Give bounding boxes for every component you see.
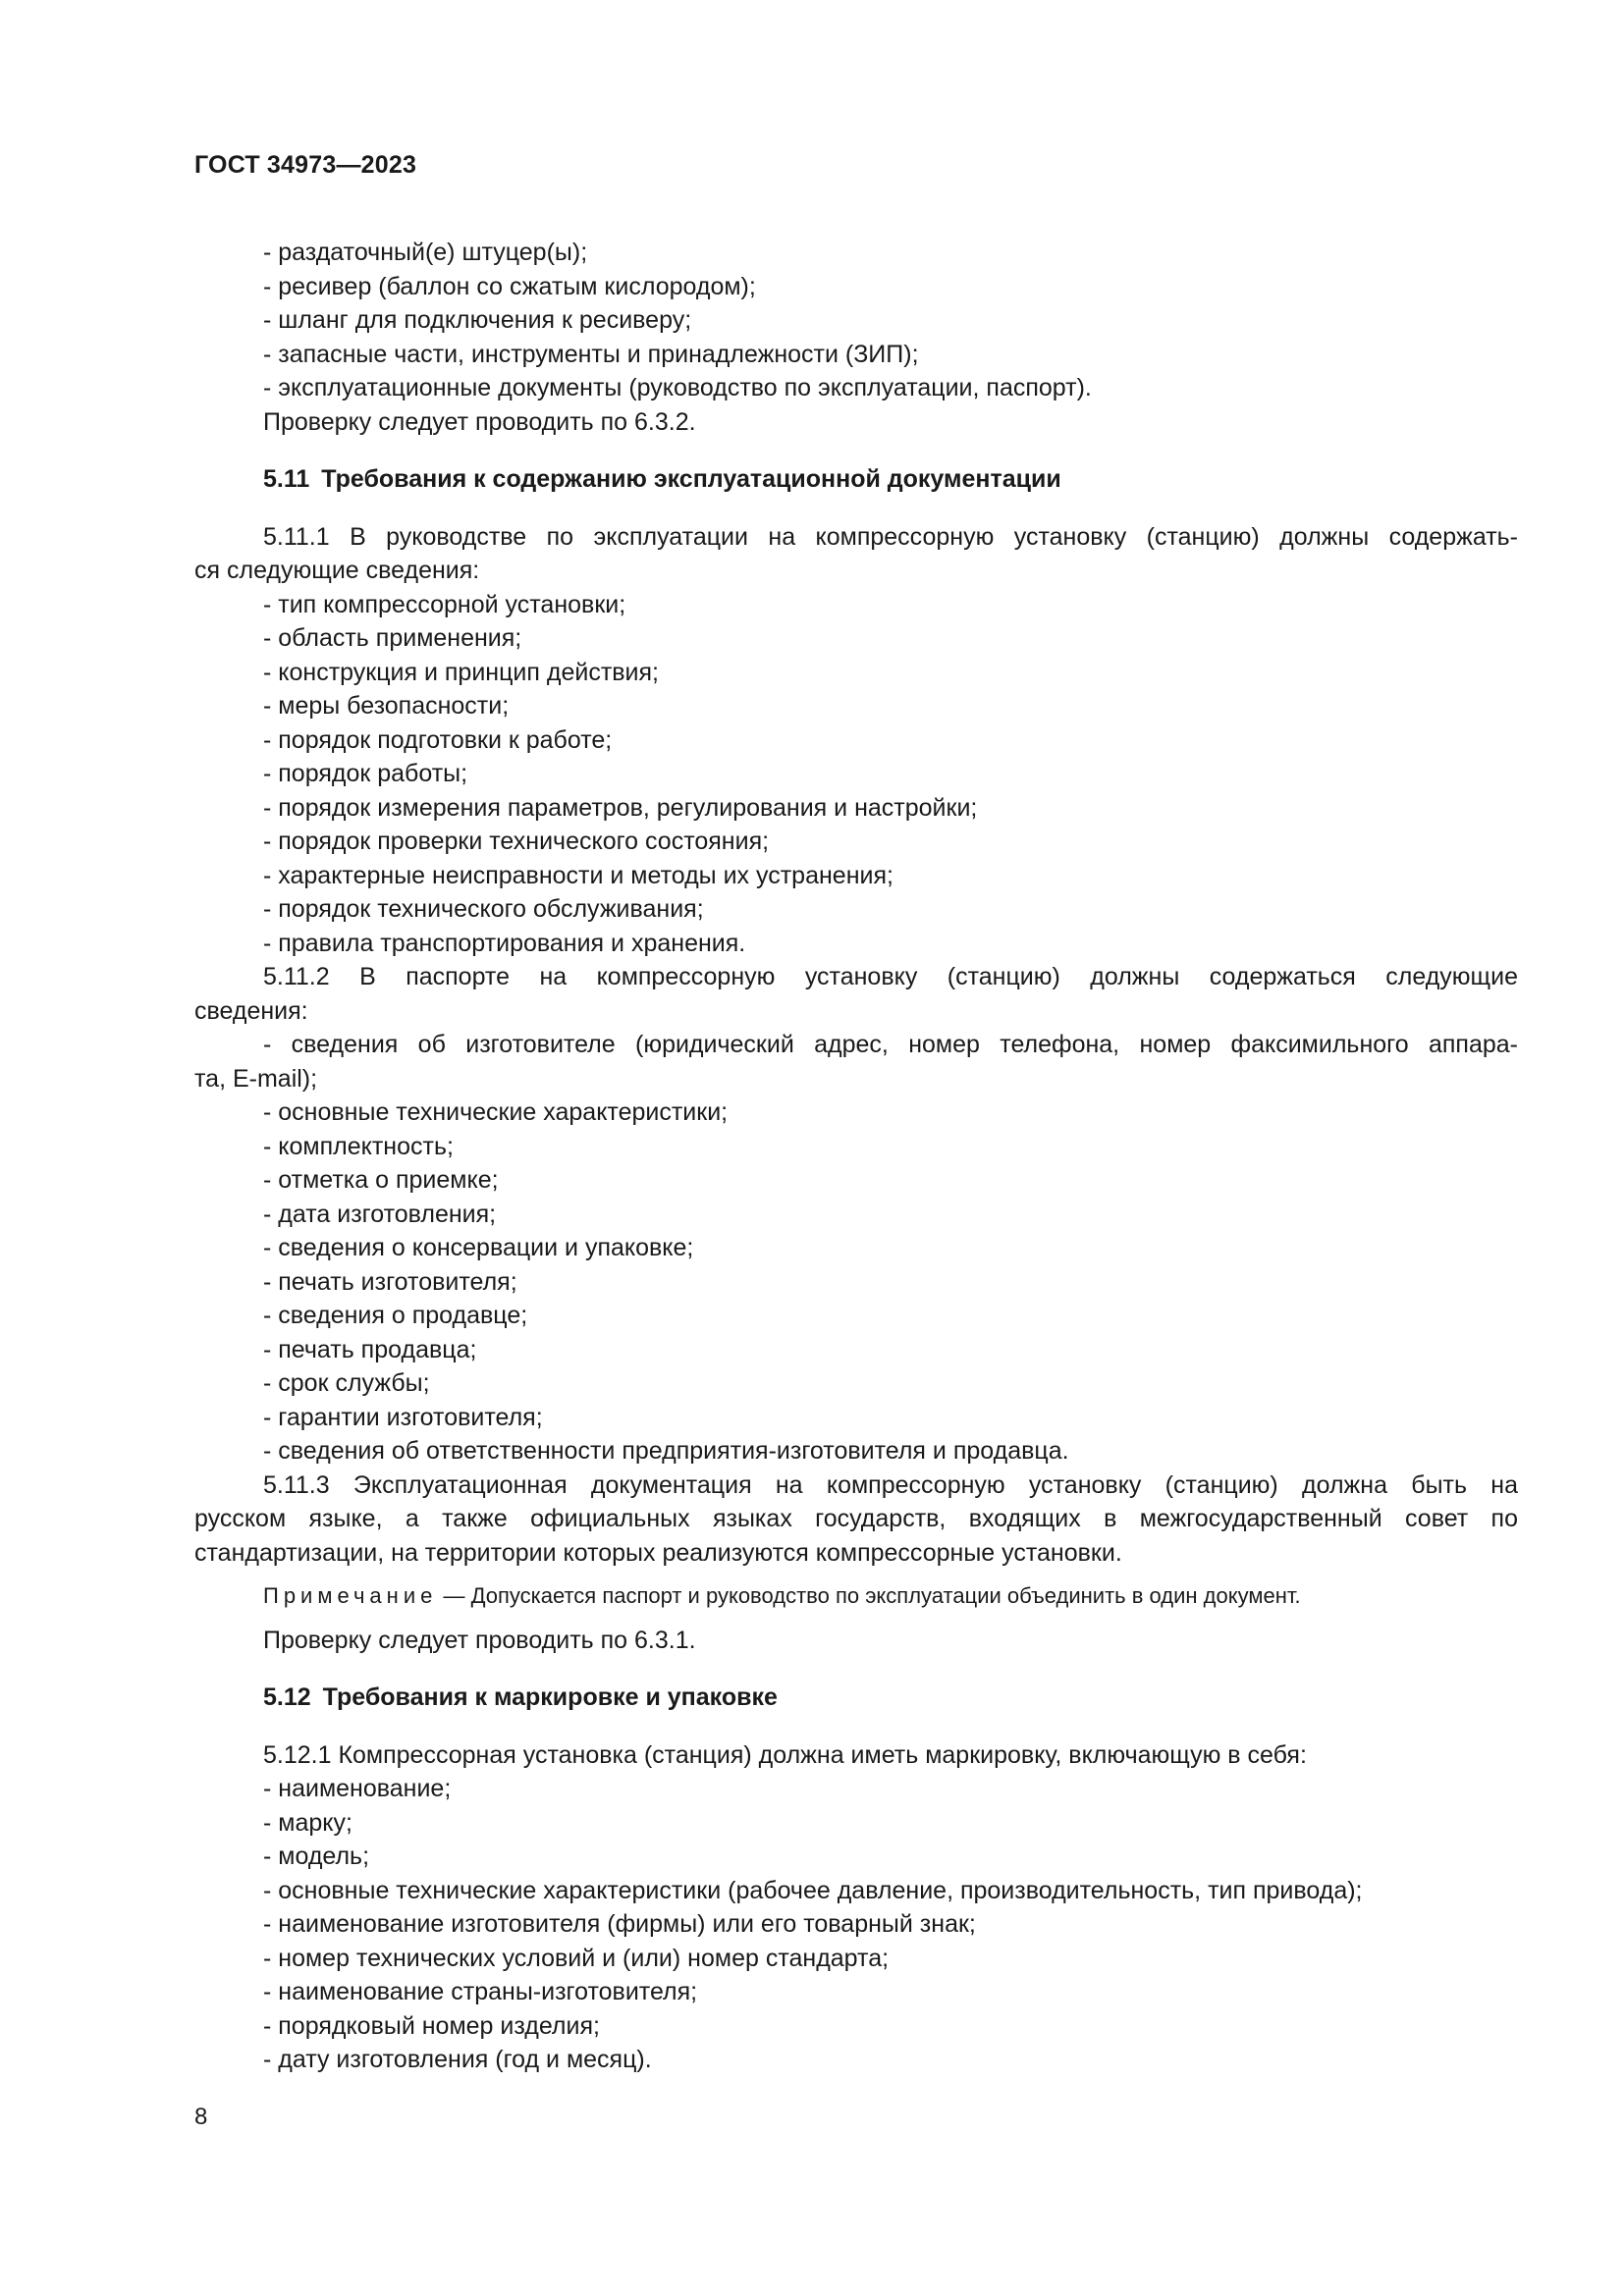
note: [194, 1579, 1518, 1614]
list-item: - эксплуатационные документы (руководство по эксплуатации, паспорт).: [263, 374, 1092, 401]
list-item: - сведения об ответственности предприятия-изготовителя и продавца.: [263, 1437, 1069, 1465]
list-item: - порядок проверки технического состояния;: [263, 828, 770, 855]
section-number: 5.12: [263, 1683, 311, 1711]
paragraph-line: ся следующие сведения:: [194, 557, 480, 584]
section-title: Требования к маркировке и упаковке: [322, 1683, 778, 1711]
list-item: - отметка о приемке;: [263, 1166, 499, 1194]
list-item: - ресивер (баллон со сжатым кислородом);: [263, 272, 756, 300]
list-item: - область применения;: [263, 624, 522, 652]
list-item: - порядковый номер изделия;: [263, 2011, 600, 2040]
paragraph-line: 5.11.1 В руководстве по эксплуатации на компрессорную установку (станцию) должны содержать-: [263, 522, 1518, 551]
list-item: - сведения о консервации и упаковке;: [263, 1234, 694, 1261]
list-item: - тип компрессорной установки;: [263, 590, 626, 618]
document-code: ГОСТ 34973—2023: [194, 151, 417, 179]
list-item: - наименование изготовителя (фирмы) или его товарный знак;: [263, 1910, 976, 1938]
note-text: — Допускается паспорт и руководство по эксплуатации объединить в один документ.: [437, 1583, 1301, 1608]
list-item: - порядок работы;: [263, 760, 468, 787]
check-reference: Проверку следует проводить по 6.3.2.: [263, 407, 696, 436]
paragraph-line: стандартизации, на территории которых реализуются компрессорные установки.: [194, 1538, 1122, 1567]
list-item: - сведения о продавце;: [263, 1302, 528, 1329]
list-item: - наименование страны-изготовителя;: [263, 1978, 698, 2005]
list-item: - меры безопасности;: [263, 692, 510, 720]
document-page: [194, 147, 1518, 2077]
list-item: - основные технические характеристики (рабочее давление, производительность, тип привода);: [263, 1876, 1363, 1904]
list-item: - печать изготовителя;: [263, 1267, 517, 1296]
section-heading-5-11: [194, 462, 1518, 497]
list-item: - раздаточный(е) штуцер(ы);: [263, 239, 588, 266]
paragraph-line: 5.12.1 Компрессорная установка (станция) должна иметь маркировку, включающую в себя:: [263, 1740, 1307, 1769]
check-reference: Проверку следует проводить по 6.3.1.: [263, 1626, 696, 1654]
list-item: - порядок подготовки к работе;: [263, 725, 613, 754]
list-item: - печать продавца;: [263, 1335, 477, 1363]
list-item: - порядок технического обслуживания;: [263, 895, 704, 923]
list-item: - модель;: [263, 1842, 370, 1870]
list-item: - комплектность;: [263, 1132, 454, 1160]
section-number: 5.11: [263, 465, 310, 493]
list-item: - номер технических условий и (или) номер стандарта;: [263, 1944, 890, 1972]
paragraph-line: 5.11.2 В паспорте на компрессорную установку (станцию) должны содержаться следующие: [263, 963, 1518, 990]
list-item: - основные технические характеристики;: [263, 1098, 729, 1126]
list-item: - марку;: [263, 1808, 352, 1837]
list-item: - шланг для подключения к ресиверу;: [263, 306, 692, 334]
list-item: - гарантии изготовителя;: [263, 1403, 543, 1431]
list-item: - сведения об изготовителе (юридический адрес, номер телефона, номер факсимильного аппара-: [263, 1031, 1518, 1058]
list-item: - дата изготовления;: [263, 1200, 497, 1228]
section-heading-5-12: [194, 1681, 1518, 1715]
list-item: - правила транспортирования и хранения.: [263, 929, 746, 957]
list-item: - характерные неисправности и методы их устранения;: [263, 861, 893, 889]
list-item: - конструкция и принцип действия;: [263, 658, 660, 686]
list-item: - наименование;: [263, 1775, 452, 1802]
list-item: - порядок измерения параметров, регулирования и настройки;: [263, 793, 978, 822]
section-title: Требования к содержанию эксплуатационной документации: [321, 465, 1061, 493]
list-item: - запасные части, инструменты и принадлежности (ЗИП);: [263, 340, 919, 368]
list-item: - срок службы;: [263, 1369, 430, 1397]
page-number: 8: [194, 2104, 208, 2130]
paragraph-line: 5.11.3 Эксплуатационная документация на компрессорную установку (станцию) должна быть на: [263, 1470, 1518, 1499]
list-item: та, E-mail);: [194, 1064, 318, 1093]
paragraph-line: сведения:: [194, 996, 308, 1025]
list-item: - дату изготовления (год и месяц).: [263, 2046, 652, 2073]
paragraph-line: русском языке, а также официальных языках государств, входящих в межгосударственный совет по: [194, 1505, 1518, 1532]
note-label: Примечание: [263, 1583, 438, 1608]
